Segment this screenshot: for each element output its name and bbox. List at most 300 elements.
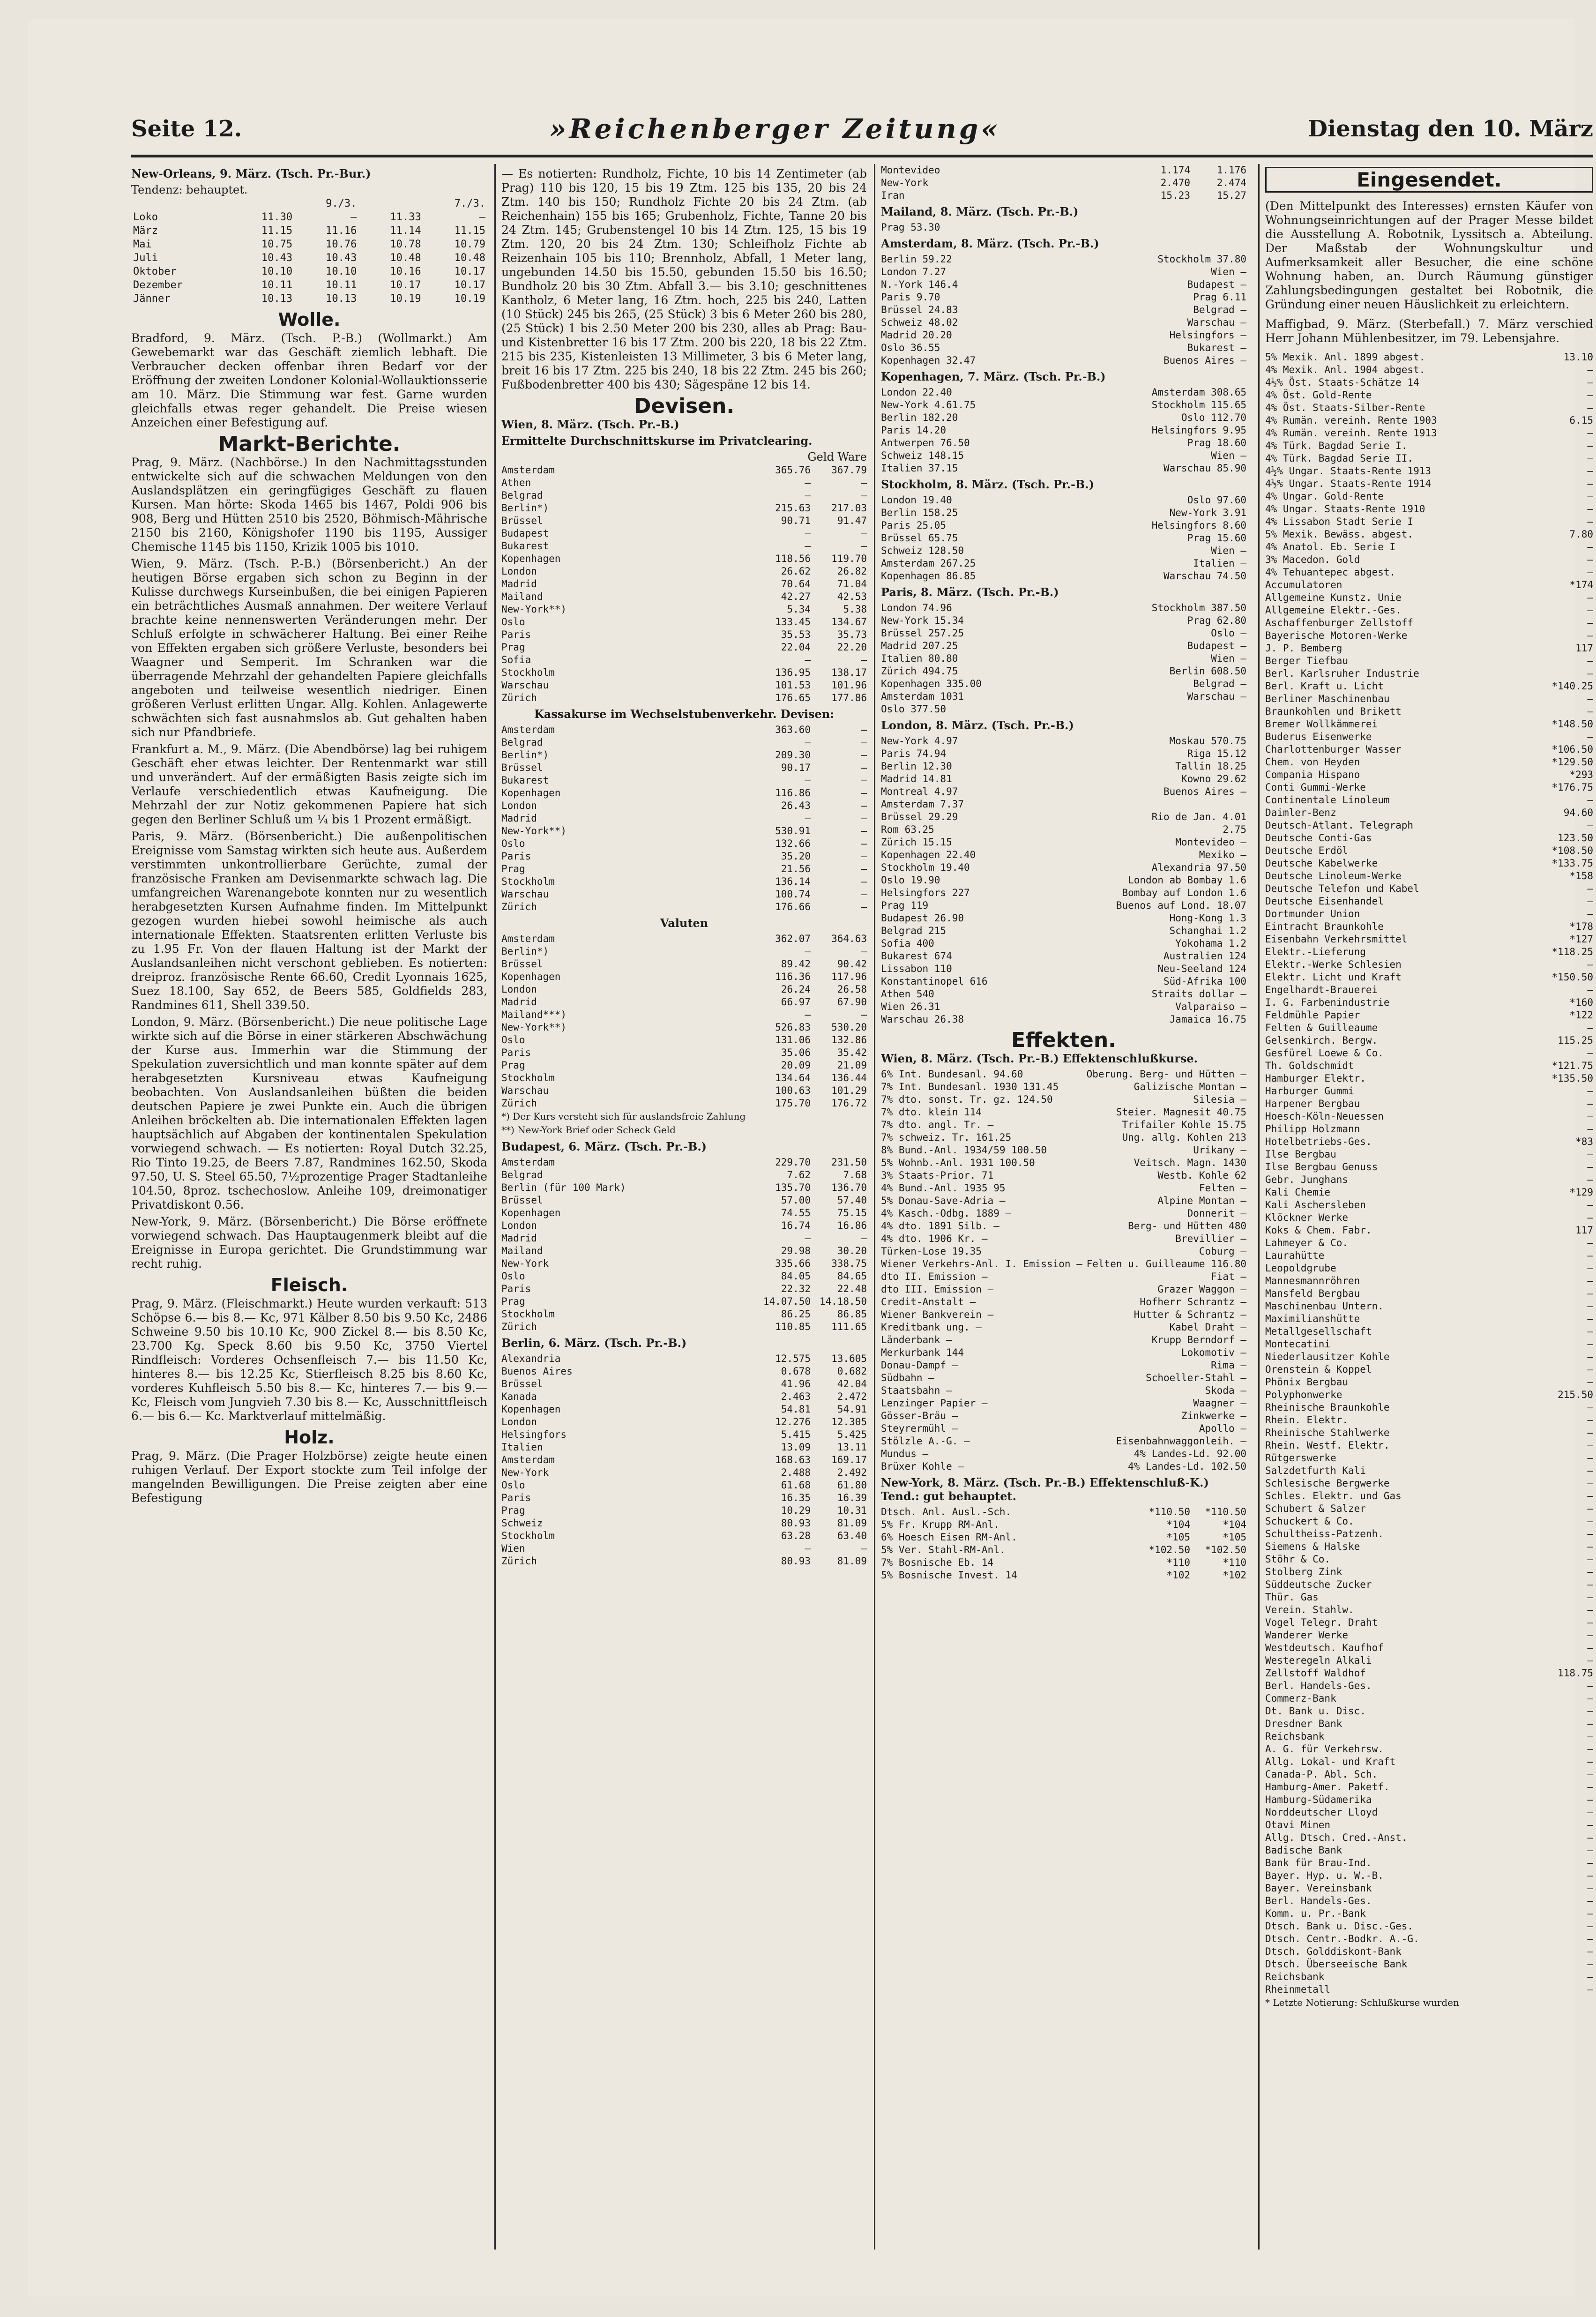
quote-row: Prag 14.07.50 14.18.50 [501, 1296, 867, 1307]
quote-row: Mailand 42.27 42.53 [501, 591, 867, 602]
quote-row: Oslo 377.50 [881, 703, 947, 715]
quote-row: Allg. Dtsch. Cred.-Anst. — [1265, 1832, 1593, 1843]
quote-row: Paris 35.53 35.73 [501, 629, 867, 640]
quote-row: Maschinenbau Untern. — [1265, 1301, 1593, 1312]
quote-row: Lenzinger Papier — Waagner — [881, 1398, 1246, 1409]
quote-row: Stockholm 63.28 63.40 [501, 1530, 867, 1541]
quote-row: 5% Ver. Stahl-RM-Anl. *102.50 *102.50 [881, 1544, 1246, 1555]
quote-row: Allg. Lokal- und Kraft — [1265, 1756, 1593, 1767]
quote-row: Kreditbank ung. — Kabel Draht — [881, 1322, 1246, 1333]
quote-row: Commerz-Bank — [1265, 1693, 1593, 1704]
quote-row: dto III. Emission — Grazer Waggon — [881, 1284, 1246, 1295]
wolle-text: Bradford, 9. März. (Tsch. P.-B.) (Wollmarkt.) Am Gewebemarkt war das Geschäft ziemlich lebhaft. Die Verbraucher decken offenbar ihren Bedarf vor der Eröffnung der zweiten Londoner Kolonial-Wollauktionsserie am 10. März. Die Stimmung war fest. Garne wurden gleichfalls etwas reger gehandelt. Die Preise wiesen Anzeichen einer Befestigung auf. [131, 331, 487, 429]
kopenhagen-heading: Kopenhagen, 7. März. (Tsch. Pr.-B.) [881, 370, 1106, 383]
quote-row: Rom 63.25 2.75 [881, 824, 1246, 835]
column-rule [874, 164, 875, 2250]
quote-row: Sofia 400 Yokohama 1.2 [881, 938, 1246, 949]
quote-row: Zürich 494.75 Berlin 608.50 [881, 665, 1246, 677]
table-cell: 10.17 [390, 279, 421, 291]
table-row [131, 265, 487, 278]
table-cell: Juli [133, 252, 158, 264]
quote-row: 3% Macedon. Gold — [1265, 554, 1593, 565]
quote-row: Süddeutsche Zucker — [1265, 1579, 1593, 1590]
table-cell: 10.43 [326, 252, 357, 264]
quote-row: London 26.24 26.58 [501, 984, 867, 995]
quote-row: Buenos Aires 0.678 0.682 [501, 1366, 867, 1377]
quote-row: 7% dto. angl. Tr. — Trifailer Kohle 15.75 [881, 1119, 1246, 1130]
quote-row: Ilse Bergbau — [1265, 1149, 1593, 1160]
quote-row: Amsterdam 168.63 169.17 [501, 1454, 867, 1465]
quote-row: Rhein. Elektr. — [1265, 1414, 1593, 1426]
quote-row: Paris 9.70 Prag 6.11 [881, 291, 1246, 303]
quote-row: Harpener Bergbau — [1265, 1098, 1593, 1109]
quote-row: Südbahn — Schoeller-Stahl — [881, 1372, 1246, 1383]
table-cell: 10.11 [326, 279, 357, 291]
quote-row: Zürich 110.85 111.65 [501, 1321, 867, 1332]
quote-row: Kopenhagen 74.55 75.15 [501, 1207, 867, 1218]
quote-row: Gösser-Bräu — Zinkwerke — [881, 1410, 1246, 1421]
eingesendet-text: (Den Mittelpunkt des Interesses) ernsten Käufer von Wohnungseinrichtungen auf der Prager Messe bildet die Ausstellung A. Robotnik, Lyssitsch a. Abteilung. Der Maßstab der Wohnungskultur und Aufmerksamkeit aller Besucher, die eine schöne Wohnung haben, an. Durch Räumung günstiger Zahlungsbedingungen gestaltet bei Robotnik, die Gründung einer neuen Häuslichkeit zu erleichtern. [1265, 199, 1593, 311]
quote-row: 4% Ungar. Staats-Rente 1910 — [1265, 503, 1593, 515]
quote-row: Feldmühle Papier *122 [1265, 1009, 1593, 1021]
quote-row: Salzdetfurth Kali — [1265, 1465, 1593, 1476]
table-cell: 10.17 [454, 266, 485, 277]
quote-row: Phönix Bergbau — [1265, 1376, 1593, 1388]
column-4 [1265, 164, 1593, 2250]
quote-row: Steyrermühl — Apollo — [881, 1423, 1246, 1434]
table-cell: März [133, 225, 158, 237]
quote-row: 5% Donau-Save-Adria — Alpine Montan — [881, 1195, 1246, 1206]
quote-row: 4½% Ungar. Staats-Rente 1913 — [1265, 465, 1593, 477]
quote-row: Montevideo 1.174 1.176 [881, 164, 1246, 176]
table-cell: 10.79 [454, 239, 485, 250]
quote-row: Amsterdam 7.37 [881, 799, 964, 810]
quote-row: Helsingfors 227 Bombay auf London 1.6 [881, 887, 1246, 898]
valuten-title: Valuten [660, 916, 709, 930]
table-cell: 10.10 [261, 266, 293, 277]
table-cell: 11.30 [261, 211, 293, 223]
wien-report: Wien, 9. März. (Tsch. P.-B.) (Börsenbericht.) An der heutigen Börse ergaben sich schon zu Beginn in der Kulisse durchwegs Kurseinbußen, die bei einigen Papieren ein beträchtliches Ausmaß annahmen. Der weitere Verlauf brachte keine nennenswerten Veränderungen mehr. Der Schluß erfolgte in schwächerer Haltung. Bei einer Reihe von Effekten ergaben sich größere Verluste, besonders bei Waagner und Semperit. Im Schranken war die überragende Mehrzahl der gehandelten Papiere gleichfalls angeboten und teilweise wesentlich niedriger. Einen größeren Verlust erlitten Ungar. Allg. Kohlen. Anlagewerte schwächten sich fast ausnahmslos ab. Gut gehalten haben sich nur Pfandbriefe. [131, 557, 487, 739]
stock-quotes-table [1265, 351, 1593, 1996]
quote-row: Braunkohlen und Brikett — [1265, 706, 1593, 717]
quote-row: Warschau 100.63 101.29 [501, 1085, 867, 1096]
quote-row: Aschaffenburger Zellstoff — [1265, 617, 1593, 628]
quote-row: Berlin*) 209.30 — [501, 749, 867, 761]
quote-row: Chem. von Heyden *129.50 [1265, 756, 1593, 768]
quote-row: 5% Mexik. Bewäss. abgest. 7.80 [1265, 529, 1593, 540]
quote-row: 7% Int. Bundesanl. 1930 131.45 Galizische Montan — [881, 1081, 1246, 1092]
quote-row: Harburger Gummi — [1265, 1085, 1593, 1097]
quote-row: Madrid 66.97 67.90 [501, 996, 867, 1008]
table-cell: 10.13 [326, 293, 357, 305]
quote-row: Deutsche Kabelwerke *133.75 [1265, 858, 1593, 869]
newyork-effekten-table [881, 1506, 1246, 1582]
quote-row: Elektr. Licht und Kraft *150.50 [1265, 972, 1593, 983]
table-cell: 10.17 [454, 279, 485, 291]
quote-row: Italien 37.15 Warschau 85.90 [881, 463, 1246, 474]
berlin-heading: Berlin, 6. März. (Tsch. Pr.-B.) [501, 1336, 687, 1350]
quote-row: Orenstein & Koppel — [1265, 1364, 1593, 1375]
neworleans-table [131, 197, 487, 306]
mailand-prag: Prag 53.30 [881, 222, 940, 233]
quote-row: 7% schweiz. Tr. 161.25 Ung. allg. Kohlen 213 [881, 1132, 1246, 1143]
neworleans-col-head: 9./3. [326, 198, 357, 209]
quote-row: Stockholm 19.40 Alexandria 97.50 [881, 862, 1246, 873]
quote-row: Schweiz 80.93 81.09 [501, 1517, 867, 1529]
quote-row: Niederlausitzer Kohle — [1265, 1351, 1593, 1362]
wien-devisen-sub: Ermittelte Durchschnittskurse im Privatclearing. [501, 434, 813, 448]
holz-prices-text: — Es notierten: Rundholz, Fichte, 10 bis 14 Zentimeter (ab Prag) 110 bis 120, 15 bis 19 Ztm. 125 bis 135, 20 bis 24 Ztm. 140 bis 150; Rundholz Fichte 20 bis 24 Ztm. (ab Reichenhain) 155 bis 165; Grubenholz, Fichte, Tanne 20 bis 24 Ztm. 145; Grubenstengel 10 bis 14 Ztm. 125, 15 bis 19 Ztm. 120, 20 bis 24 Ztm. 130; Schleifholz Fichte ab Reizenhain 105 bis 110; Brennholz, Abfall, 1 Meter lang, ungebunden 14.50 bis 15.50, gebunden 15.50 bis 16.50; Bundholz 20 bis 30 Ztm. Abfall 3.— bis 3.10; geschnittenes Kantholz, 6 Meter lang, 16 Ztm. hoch, 225 bis 240, Latten (10 Stück) 245 bis 265, (25 Stück) 3 bis 6 Meter 260 bis 280, (25 Stück) 1 bis 2.50 Meter 200 bis 230, alles ab Prag: Bau- und Kistenbretter 16 bis 17 Ztm. 200 bis 220, 18 bis 22 Ztm. 215 bis 235, Kistenleisten 13 Millimeter, 3 bis 6 Meter lang, breit 16 bis 17 Ztm. 225 bis 240, 18 bis 22 Ztm. 245 bis 260; Fußbodenbretter 400 bis 430; Sägespäne 12 bis 14. [501, 167, 867, 391]
quote-row: Rhein. Westf. Elektr. — [1265, 1440, 1593, 1451]
quote-row: N.-York 146.4 Budapest — [881, 279, 1246, 290]
quote-row: Brüssel 65.75 Prag 15.60 [881, 532, 1246, 544]
quote-row: Länderbank — Krupp Berndorf — [881, 1334, 1246, 1345]
quote-row: 4% Bund.-Anl. 1935 95 Felten — [881, 1182, 1246, 1194]
table-cell: 11.33 [390, 211, 421, 223]
quote-row: Rheinmetall — [1265, 1984, 1593, 1995]
quote-row: Madrid 207.25 Budapest — [881, 640, 1246, 651]
quote-row: Gebr. Junghans — [1265, 1174, 1593, 1185]
table-cell: 11.15 [261, 225, 293, 237]
table-cell: Oktober [133, 266, 177, 277]
quote-row: Madrid 20.20 Helsingfors — [881, 329, 1246, 341]
quote-row: London 12.276 12.305 [501, 1416, 867, 1428]
kassakurse-title: Kassakurse im Wechselstubenverkehr. Devisen: [534, 707, 835, 721]
quote-row: Berlin 182.20 Oslo 112.70 [881, 412, 1246, 423]
quote-row: Thür. Gas — [1265, 1592, 1593, 1603]
quote-row: Dtsch. Centr.-Bodkr. A.-G. — [1265, 1933, 1593, 1944]
quote-row: Mailand 29.98 30.20 [501, 1245, 867, 1256]
quote-row: Berlin (für 100 Mark) 135.70 136.70 [501, 1182, 867, 1193]
quote-row: 4% Türk. Bagdad Serie II. — [1265, 453, 1593, 464]
table-cell: 10.13 [261, 293, 293, 305]
table-cell: 10.19 [454, 293, 485, 305]
quote-row: Dt. Bank u. Disc. — [1265, 1705, 1593, 1717]
quote-row: Schuckert & Co. — [1265, 1516, 1593, 1527]
quote-row: Amsterdam 365.76 367.79 [501, 464, 867, 476]
kassakurse-table [501, 724, 867, 913]
quote-row: Kali Chemie *129 [1265, 1187, 1593, 1198]
quote-row: 5% Fr. Krupp RM-Anl. *104 *104 [881, 1519, 1246, 1530]
quote-row: Kopenhagen 22.40 Mexiko — [881, 849, 1246, 860]
quote-row: Gelsenkirch. Bergw. 115.25 [1265, 1035, 1593, 1046]
quote-row: Lahmeyer & Co. — [1265, 1237, 1593, 1248]
quote-row: Rütgerswerke — [1265, 1452, 1593, 1464]
table-cell: — [479, 211, 485, 223]
quote-row: Paris 35.20 — [501, 851, 867, 862]
amsterdam-heading: Amsterdam, 8. März. (Tsch. Pr.-B.) [881, 237, 1099, 250]
column-rule [1258, 164, 1260, 2250]
quote-row: New-York 15.34 Prag 62.80 [881, 615, 1246, 626]
quote-row: New-York**) 530.91 — [501, 825, 867, 837]
quote-row: Verein. Stahlw. — [1265, 1604, 1593, 1615]
quote-row: Staatsbahn — Skoda — [881, 1385, 1246, 1396]
quote-row: Hoesch-Köln-Neuessen — [1265, 1111, 1593, 1122]
quote-row: Westdeutsch. Kaufhof — [1265, 1642, 1593, 1653]
quote-row: Oslo 36.55 Bukarest — [881, 342, 1246, 353]
table-cell: 10.11 [261, 279, 293, 291]
quote-row: Berlin 158.25 New-York 3.91 [881, 507, 1246, 518]
quote-row: Prag 20.09 21.09 [501, 1060, 867, 1071]
quote-row: Italien 13.09 13.11 [501, 1442, 867, 1453]
quote-row: Ilse Bergbau Genuss — [1265, 1161, 1593, 1173]
quote-row: Canada-P. Abl. Sch. — [1265, 1769, 1593, 1780]
quote-row: Th. Goldschmidt *121.75 [1265, 1060, 1593, 1071]
quote-row: Wiener Bankverein — Hutter & Schrantz — [881, 1309, 1246, 1320]
page-header [131, 103, 1593, 157]
london-heading: London, 8. März. (Tsch. Pr.-B.) [881, 718, 1074, 732]
quote-row: Sofia — — [501, 654, 867, 665]
quote-row: Deutsche Conti-Gas 123.50 [1265, 832, 1593, 844]
quote-row: New-York**) 5.34 5.38 [501, 604, 867, 615]
quote-row: Schweiz 148.15 Wien — [881, 450, 1246, 461]
quote-row: Amsterdam 1031 Warschau — [881, 691, 1246, 702]
column-2 [501, 164, 867, 2250]
quote-row: Kopenhagen 116.86 — [501, 787, 867, 799]
quote-row: Stöhr & Co. — [1265, 1554, 1593, 1565]
quote-row: Credit-Anstalt — Hofherr Schrantz — [881, 1296, 1246, 1308]
quote-row: Zürich 15.15 Montevideo — [881, 837, 1246, 848]
neworleans-col-head: 7./3. [454, 198, 485, 209]
quote-row: Paris 35.06 35.42 [501, 1047, 867, 1058]
quote-row: I. G. Farbenindustrie *160 [1265, 997, 1593, 1008]
table-cell: Dezember [133, 279, 183, 291]
table-cell: 11.16 [326, 225, 357, 237]
quote-row: Warschau 100.74 — [501, 889, 867, 900]
table-row [131, 224, 487, 238]
quote-row: Berger Tiefbau — [1265, 655, 1593, 666]
quote-row: Prag 10.29 10.31 [501, 1505, 867, 1516]
quote-row: Bukarest — — [501, 540, 867, 552]
quote-row: 4% Türk. Bagdad Serie I. — [1265, 440, 1593, 451]
footnote: * Letzte Notierung: Schlußkurse wurden [1265, 1997, 1459, 2008]
table-row [131, 238, 487, 251]
quote-row: Belgrad 7.62 7.68 [501, 1169, 867, 1181]
quote-row: Zürich 176.65 177.86 [501, 692, 867, 703]
quote-row: Amsterdam 229.70 231.50 [501, 1157, 867, 1168]
effekten-table [881, 1068, 1246, 1473]
berlin-table [501, 1353, 867, 1568]
quote-row: Wien 26.31 Valparaiso — [881, 1001, 1246, 1012]
quote-row: Berlin 12.30 Tallin 18.25 [881, 761, 1246, 772]
table-row [131, 210, 487, 224]
table-cell: 10.76 [326, 239, 357, 250]
quote-row: 4% Kasch.-Odbg. 1889 — Donnerit — [881, 1208, 1246, 1219]
quote-row: Elektr.-Lieferung *118.25 [1265, 946, 1593, 957]
quote-row: London 26.62 26.82 [501, 566, 867, 577]
quote-row: Montreal 4.97 Buenos Aires — [881, 786, 1246, 797]
table-cell: Jänner [133, 293, 171, 305]
quote-row: Zürich 176.66 — [501, 901, 867, 912]
quote-row: Mailand***) — — [501, 1009, 867, 1020]
footnote: *) Der Kurs versteht sich für auslandsfreie Zahlung [501, 1111, 746, 1122]
quote-row: Deutsche Eisenhandel — [1265, 896, 1593, 907]
quote-row: Deutsche Linoleum-Werke *158 [1265, 870, 1593, 882]
table-cell: 11.14 [390, 225, 421, 237]
column-rule [494, 164, 496, 2250]
quote-row: dto II. Emission — Fiat — [881, 1271, 1246, 1282]
quote-row: Schultheiss-Patzenh. — [1265, 1528, 1593, 1540]
quote-row: Kopenhagen 54.81 54.91 [501, 1404, 867, 1415]
table-cell: 10.48 [390, 252, 421, 264]
quote-row: Warschau 26.38 Jamaica 16.75 [881, 1014, 1246, 1025]
quote-row: Montecatini — [1265, 1338, 1593, 1350]
quote-row: Amsterdam 267.25 Italien — [881, 558, 1246, 569]
budapest-table [501, 1156, 867, 1333]
table-cell: Loko [133, 211, 158, 223]
quote-row: Reichsbank — [1265, 1971, 1593, 1982]
top-rates-table [881, 164, 1246, 202]
quote-row: Oslo 131.06 132.86 [501, 1034, 867, 1046]
quote-row: Dtsch. Anl. Ausl.-Sch. *110.50 *110.50 [881, 1506, 1246, 1517]
quote-row: Prag 119 Buenos auf Lond. 18.07 [881, 900, 1246, 911]
quote-row: Leopoldgrube — [1265, 1263, 1593, 1274]
quote-row: Westeregeln Alkali — [1265, 1655, 1593, 1666]
quote-row: London 16.74 16.86 [501, 1220, 867, 1231]
table-cell: 10.16 [390, 266, 421, 277]
quote-row: Koks & Chem. Fabr. 117 [1265, 1225, 1593, 1236]
newyork-effekten-heading: New-York, 8. März. (Tsch. Pr.-B.) Effektenschluß-K.) Tend.: gut behauptet. [881, 1476, 1209, 1503]
quote-row: Wanderer Werke — [1265, 1629, 1593, 1641]
quote-row: 4% Ungar. Gold-Rente — [1265, 491, 1593, 502]
quote-row: Vogel Telegr. Draht — [1265, 1617, 1593, 1628]
quote-row: Komm. u. Pr.-Bank — [1265, 1908, 1593, 1919]
quote-row: 5% Wohnb.-Anl. 1931 100.50 Veitsch. Magn. 1430 [881, 1157, 1246, 1168]
quote-row: 5% Bosnische Invest. 14 *102 *102 [881, 1570, 1246, 1581]
quote-row: Stockholm 86.25 86.85 [501, 1308, 867, 1320]
quote-row: Berl. Karlsruher Industrie — [1265, 668, 1593, 679]
quote-row: Schubert & Salzer — [1265, 1503, 1593, 1514]
quote-row: Italien 80.80 Wien — [881, 653, 1246, 664]
quote-row: Brüssel 41.96 42.04 [501, 1378, 867, 1390]
prag-report: Prag, 9. März. (Nachbörse.) In den Nachmittagsstunden entwickelte sich auf die schwachen Meldungen von den Auslandsplätzen ein geringfügiges Geschäft zu flauen Kursen. Man hörte: Skoda 1465 bis 1467, Poldi 906 bis 908, Berg und Hütten 2510 bis 2520, Böhmisch-Mährische 2150 bis 2160, Königshofer 1190 bis 1195, Aussiger Chemische 1145 bis 1150, Krizik 1005 bis 1010. [131, 456, 487, 553]
quote-row: London 19.40 Oslo 97.60 [881, 494, 1246, 506]
holz-title: Holz. [284, 1427, 335, 1448]
quote-row: Daimler-Benz 94.60 [1265, 807, 1593, 818]
quote-row: Eisenbahn Verkehrsmittel *127 [1265, 934, 1593, 945]
quote-row: New-York 4.61.75 Stockholm 115.65 [881, 399, 1246, 411]
quote-row: Stockholm 134.64 136.44 [501, 1072, 867, 1084]
effekten-title: Effekten. [1011, 1028, 1116, 1052]
quote-row: Dortmunder Union — [1265, 908, 1593, 919]
eingesendet-title: Eingesendet. [1265, 167, 1593, 193]
quote-row: Antwerpen 76.50 Prag 18.60 [881, 437, 1246, 448]
page-number: Seite 12. [131, 116, 242, 142]
quote-row: 3% Staats-Prior. 71 Westb. Kohle 62 [881, 1170, 1246, 1181]
quote-row: Brüssel 90.71 91.47 [501, 515, 867, 526]
quote-row: Bremer Wollkämmerei *148.50 [1265, 718, 1593, 730]
quote-row: Klöckner Werke — [1265, 1212, 1593, 1223]
table-cell: Mai [133, 239, 152, 250]
table-row [131, 278, 487, 292]
quote-row: Brüssel 57.00 57.40 [501, 1195, 867, 1206]
quote-row: Hotelbetriebs-Ges. *83 [1265, 1136, 1593, 1147]
quote-row: London 7.27 Wien — [881, 266, 1246, 277]
quote-row: Athen 540 Straits dollar — [881, 988, 1246, 1000]
quote-row: Hamburger Elektr. *135.50 [1265, 1073, 1593, 1084]
quote-row: J. P. Bemberg 117 [1265, 643, 1593, 654]
quote-row: Kopenhagen 335.00 Belgrad — [881, 678, 1246, 689]
quote-row: Paris 74.94 Riga 15.12 [881, 748, 1246, 759]
quote-row: Berliner Maschinenbau — [1265, 693, 1593, 704]
quote-row: Amsterdam 362.07 364.63 [501, 933, 867, 944]
quote-row: Alexandria 12.575 13.605 [501, 1353, 867, 1364]
quote-row: 4% dto. 1891 Silb. — Berg- und Hütten 480 [881, 1220, 1246, 1232]
neworleans-heading: New-Orleans, 9. März. (Tsch. Pr.-Bur.) [131, 167, 371, 180]
quote-row: A. G. für Verkehrsw. — [1265, 1743, 1593, 1755]
quote-row: New-York 2.488 2.492 [501, 1467, 867, 1478]
quote-row: Brüssel 89.42 90.42 [501, 958, 867, 970]
quote-row: Norddeutscher Lloyd — [1265, 1807, 1593, 1818]
quote-row: 7% Bosnische Eb. 14 *110 *110 [881, 1557, 1246, 1568]
quote-row: Merkurbank 144 Lokomotiv — [881, 1347, 1246, 1358]
quote-row: Kali Aschersleben — [1265, 1199, 1593, 1211]
table-row [131, 292, 487, 306]
wien-devisen-heading: Wien, 8. März. (Tsch. Pr.-B.) [501, 418, 679, 431]
quote-row: Brüssel 24.83 Belgrad — [881, 304, 1246, 315]
valuten-table [501, 933, 867, 1110]
quote-row: Reichsbank — [1265, 1731, 1593, 1742]
quote-row: Stölzle A.-G. — Eisenbahnwaggonleih. — [881, 1435, 1246, 1447]
quote-row: Elektr.-Werke Schlesien — [1265, 959, 1593, 970]
quote-row: 7% dto. sonst. Tr. gz. 124.50 Silesia — [881, 1094, 1246, 1105]
london-report: London, 9. März. (Börsenbericht.) Die neue politische Lage wirkte sich auf die Börse in einer stärkeren Abschwächung der Kurse aus. Immerhin war die Stimmung der Spekulation zuversichtlich und man konnte später auf dem herabgesetzten Kursniveau etwas Kaufneigung beobachten. Von Auslandsanleihen büßten die beiden deutschen Papiere je zwei Punkte ein. Auch die übrigen Anleihen bröckelten ab. Die internationalen Effekten lagen hauptsächlich auf Abgaben der kontinentalen Spekulation vorwiegend schwach. — Es notierten: Royal Dutch 32.25, Rio Tinto 19.25, de Beers 7.87, Randmines 162.50, Skoda 97.50, U. S. Steel 65.50, 7½prozentige Prager Stadtanleihe 104.50, 8proz. tschechoslow. Anleihe 109, dreimonatiger Privatdiskont 0.56. [131, 1015, 487, 1211]
quote-row: Kanada 2.463 2.472 [501, 1391, 867, 1402]
quote-row: Conti Gummi-Werke *176.75 [1265, 782, 1593, 793]
quote-row: Bayer. Hyp. u. W.-B. — [1265, 1870, 1593, 1881]
table-cell: 10.48 [454, 252, 485, 264]
quote-row: Engelhardt-Brauerei — [1265, 984, 1593, 995]
table-cell: 11.15 [454, 225, 485, 237]
quote-row: 7% dto. klein 114 Steier. Magnesit 40.75 [881, 1106, 1246, 1118]
quote-row: Kopenhagen 116.36 117.96 [501, 971, 867, 982]
table-cell: 10.75 [261, 239, 293, 250]
quote-row: Hamburg-Amer. Paketf. — [1265, 1781, 1593, 1793]
quote-row: Compania Hispano *293 [1265, 769, 1593, 780]
wien-devisen-table [501, 464, 867, 704]
quote-row: Donau-Dampf — Rima — [881, 1360, 1246, 1371]
devisen-title: Devisen. [634, 394, 735, 418]
quote-row: Türken-Lose 19.35 Coburg — [881, 1246, 1246, 1257]
quote-row: 4% Rumän. vereinh. Rente 1903 6.15 [1265, 415, 1593, 426]
quote-row: Deutsche Telefon und Kabel — [1265, 883, 1593, 894]
quote-row: Kopenhagen 118.56 119.70 [501, 553, 867, 564]
london-table [881, 735, 1246, 1026]
quote-row: Warschau 101.53 101.96 [501, 680, 867, 691]
newspaper-title: »Reichenberger Zeitung« [549, 113, 1001, 145]
frankfurt-report: Frankfurt a. M., 9. März. (Die Abendbörse) lag bei ruhigem Geschäft eher etwas leichter. Der Rentenmarkt war still und unverändert. Auf der ermäßigten Basis zeigte sich im Verlaufe verschiedentlich etwas Kaufneigung. Die Mehrzahl der zur Notiz gekommenen Papiere hat sich gegen den Berliner Schluß um ¼ bis 1 Prozent ermäßigt. [131, 742, 487, 826]
quote-row: Berl. Handels-Ges. — [1265, 1680, 1593, 1691]
quote-row: 4% Öst. Staats-Silber-Rente — [1265, 402, 1593, 413]
quote-row: Mansfeld Bergbau — [1265, 1288, 1593, 1299]
quote-row: Madrid 14.81 Kowno 29.62 [881, 773, 1246, 785]
quote-row: Belgrad 215 Schanghai 1.2 [881, 925, 1246, 936]
quote-row: Gesfürel Loewe & Co. — [1265, 1047, 1593, 1059]
quote-row: Philipp Holzmann — [1265, 1123, 1593, 1135]
column-1 [131, 164, 487, 2250]
fleisch-title: Fleisch. [270, 1275, 348, 1295]
stockholm-table [881, 494, 1246, 583]
quote-row: Berl. Handels-Ges. — [1265, 1895, 1593, 1906]
quote-row: Helsingfors 5.415 5.425 [501, 1429, 867, 1440]
quote-row: Kopenhagen 86.85 Warschau 74.50 [881, 570, 1246, 582]
holz-text: Prag, 9. März. (Die Prager Holzbörse) zeigte heute einen ruhigen Verlauf. Der Export stockte zum Teil infolge der mangelnden Bewilligungen. Die Preise zeigten aber eine Befestigung [131, 1449, 487, 1505]
quote-row: Hamburg-Südamerika — [1265, 1794, 1593, 1805]
newyork-report: New-York, 9. März. (Börsenbericht.) Die Börse eröffnete vorwiegend schwach. Das Hauptaugenmerk bleibt auf die Ereignisse in Europa gerichtet. Die Grundstimmung war recht ruhig. [131, 1215, 487, 1271]
paris-report: Paris, 9. März. (Börsenbericht.) Die außenpolitischen Ereignisse vom Samstag wirkten sich heute aus. Außerdem verstimmten unkontrollierbare Gerüchte, zumal der französische Franken am Devisenmarkte schwach lag. Die umfangreichen Warenangebote konnten nur zu wesentlich herabgesetzten Kursen Aufnahme finden. Im Mittelpunkt gezogen wurden hiebei sowohl heimische als auch internationale Effekten. Staatsrenten erlitten Verluste bis zu 1.95 Fr. Von der flauen Haltung ist der Markt der Auslandsanleihen nicht verschont geblieben. Es notierten: dreiproz. französische Rente 66.60, Credit Lyonnais 1625, Suez 18.100, Say 652, de Beers 585, Goldfields 283, Randmines 611, Shell 339.50. [131, 830, 487, 1012]
column-3 [881, 164, 1246, 2250]
quote-row: Rheinische Braunkohle — [1265, 1402, 1593, 1413]
